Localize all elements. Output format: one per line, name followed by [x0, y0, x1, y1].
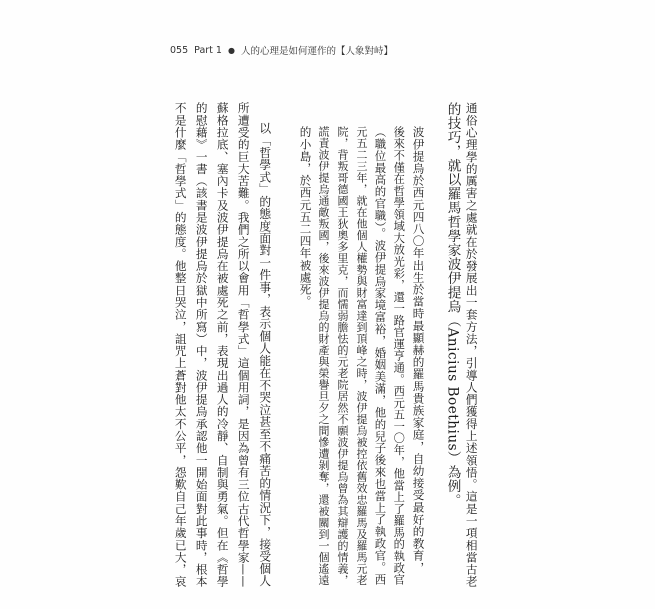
page-number: 055	[170, 44, 189, 56]
part-label: Part 1	[194, 44, 222, 56]
quote-line-7: 的小島，於西元五二四年被處死。	[298, 126, 313, 308]
para2-line-4: 的慰藉》一書（該書是波伊提烏於獄中所寫）中，波伊提烏承認他一開始面對此事時，根本	[194, 102, 209, 588]
quote-line-2: 後來不僅在哲學領域大放光彩，還一路官運亨通。西元五一〇年，他當上了羅馬的執政官	[392, 126, 406, 586]
chapter-title: 人的心理是如何運作的【人象對峙】	[240, 46, 393, 57]
separator-dot: ●	[227, 45, 235, 55]
quote-line-4: 元五二三年，就在他個人權勢與財富達到頂峰之時，波伊提烏被控依舊效忠羅馬及羅馬元老	[355, 126, 368, 586]
para2-line-5: 不是什麼「哲學式」的態度。他整日哭泣，詛咒上蒼對他太不公平，怨歎自己年歲已大，哀	[173, 102, 188, 588]
para1-line-2: 的技巧，就以羅馬哲學家波伊提烏（Anicius Boethius）為例。	[444, 102, 461, 508]
quote-line-3: （職位最高的官職）。波伊提烏家境富裕，婚姻美滿，他的兒子後來也當上了執政官。西	[373, 126, 388, 586]
para2-line-3: 蘇格拉底、塞內卡及波伊提烏在被處死之前，表現出過人的冷靜、自制與勇氣。但在《哲學	[215, 102, 230, 588]
para1-line-1: 通俗心理學的厲害之處就在於發展出一套方法，引導人們獲得上述領悟。這是一項相當古老	[464, 102, 479, 588]
quote-line-5: 院，背叛哥德國王狄奧多里克，而懦弱膽怯的元老院居然不願波伊提烏曾為其辯護的情義，	[336, 126, 349, 586]
quote-line-6: 謊責波伊提烏通敵叛國，後來波伊提烏的財產與榮譽旦夕之間慘遭剝奪，還被關到一個遙遠	[317, 126, 330, 586]
running-header	[170, 42, 393, 58]
para2-line-2: 所遭受的巨大苦難。我們之所以會用「哲學式」這個用詞，是因為曾有三位古代哲學家——	[236, 102, 251, 588]
para2-line-1: 以「哲學式」的態度面對一件事，表示個人能在不哭泣甚至不痛苦的情況下，接受個人	[257, 122, 272, 588]
quote-line-1: 波伊提烏於西元四八〇年出生於當時最顯赫的羅馬貴族家庭，自幼接受最好的教育，	[411, 126, 426, 574]
